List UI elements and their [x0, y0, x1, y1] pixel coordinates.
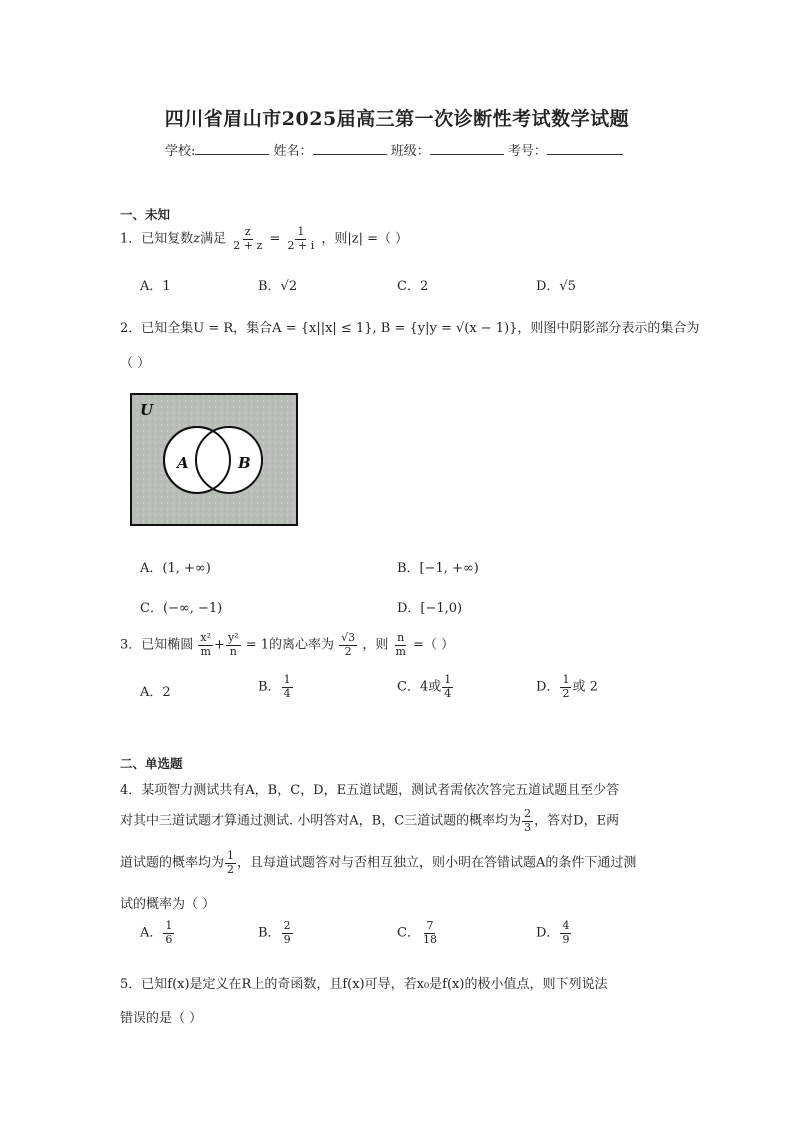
question-4-line4: 试的概率为（ ）	[120, 897, 216, 912]
q3-option-a[interactable]: A．2	[140, 685, 171, 700]
class-blank[interactable]	[430, 142, 504, 155]
q1-frac-left: $\frac{z}{2 + z}$	[233, 225, 263, 252]
q2-option-d[interactable]: D．[−1,0)	[397, 601, 463, 616]
school-blank[interactable]	[195, 142, 269, 155]
question-3: 3．已知椭圆 $\frac{\text{x²}}{m}$ + $\frac{\text{y²}}{n}$ = 1的离心率为 $\frac{√3}{2}$ ，则 $\frac{n}{m}$ =（ ）	[120, 631, 455, 658]
q3-option-c[interactable]: C．4或 $\frac{1}{4}$	[397, 673, 452, 700]
q1-var: z	[193, 231, 201, 247]
q1-option-b[interactable]: B．√2	[258, 279, 298, 294]
q3-frac-y: $\frac{\text{y²}}{n}$	[227, 631, 239, 658]
class-label: 班级：	[390, 144, 430, 159]
q4-option-c[interactable]: C． $\frac{7}{18}$	[397, 919, 437, 946]
q4-option-b[interactable]: B． $\frac{2}{9}$	[258, 919, 291, 946]
q3-frac-nm: $\frac{n}{m}$	[395, 631, 406, 658]
question-2-line2: （ ）	[120, 356, 151, 371]
school-label: 学校:	[165, 144, 196, 159]
universe-label: U	[140, 401, 154, 419]
name-blank[interactable]	[313, 142, 387, 155]
name-label: 姓名：	[273, 144, 313, 159]
student-info-line	[165, 140, 623, 159]
q1-mid: 满足	[200, 231, 227, 247]
q3-option-d[interactable]: D． $\frac{1}{2}$ 或 2	[536, 673, 598, 700]
q4-option-a[interactable]: A． $\frac{1}{6}$	[140, 919, 173, 946]
venn-diagram	[130, 393, 298, 526]
q2-option-a[interactable]: A．(1, +∞)	[140, 561, 211, 576]
q1-option-d[interactable]: D．√5	[536, 279, 576, 294]
page-title: 四川省眉山市2025届高三第一次诊断性考试数学试题	[164, 108, 630, 130]
q1-frac-right: $\frac{1}{2 + i}$	[287, 225, 315, 252]
question-1	[120, 226, 408, 252]
section-heading-2: 二、单选题	[120, 756, 183, 771]
q4-option-d[interactable]: D． $\frac{4}{9}$	[536, 919, 570, 946]
q1-eq: =	[269, 231, 281, 247]
q3-frac-x: $\frac{\text{x²}}{m}$	[200, 631, 212, 658]
set-b-label: B	[238, 454, 251, 472]
question-4-line1: 4．某项智力测试共有A，B，C，D，E五道试题，测试者需依次答完五道试题且至少答	[120, 783, 620, 798]
q2-option-c[interactable]: C．(−∞, −1)	[140, 601, 223, 616]
set-a-label: A	[177, 454, 189, 472]
q3-frac-e: $\frac{√3}{2}$	[341, 631, 356, 658]
q3-option-b[interactable]: B． $\frac{1}{4}$	[258, 673, 291, 700]
question-4-line2: 对其中三道试题才算通过测试. 小明答对A，B，C三道试题的概率均为 $\frac{2}{3}$ ，答对D，E两	[120, 807, 620, 834]
section-heading-1: 一、未知	[120, 207, 171, 222]
q1-option-a[interactable]: A．1	[140, 279, 171, 294]
question-5-line2: 错误的是（ ）	[120, 1011, 203, 1026]
q1-option-c[interactable]: C．2	[397, 279, 429, 294]
q1-tail: ，则|z| =（ ）	[321, 231, 409, 247]
question-4-line3: 道试题的概率均为 $\frac{1}{2}$ ，且每道试题答对与否相互独立，则小明在答错试题A的条件下通过测	[120, 849, 637, 876]
question-2-line1: 2．已知全集U = R，集合A = {x||x| ≤ 1}, B = {y|y = √(x − 1)}，则图中阴影部分表示的集合为	[120, 321, 700, 336]
question-5-line1: 5．已知f(x)是定义在R上的奇函数，且f(x)可导，若x₀是f(x)的极小值点，则下列说法	[120, 977, 608, 992]
q2-option-b[interactable]: B．[−1, +∞)	[397, 561, 479, 576]
q1-prefix: 1．已知复数	[120, 231, 194, 247]
exam-no-blank[interactable]	[547, 142, 623, 155]
exam-no-label: 考号：	[507, 144, 547, 159]
